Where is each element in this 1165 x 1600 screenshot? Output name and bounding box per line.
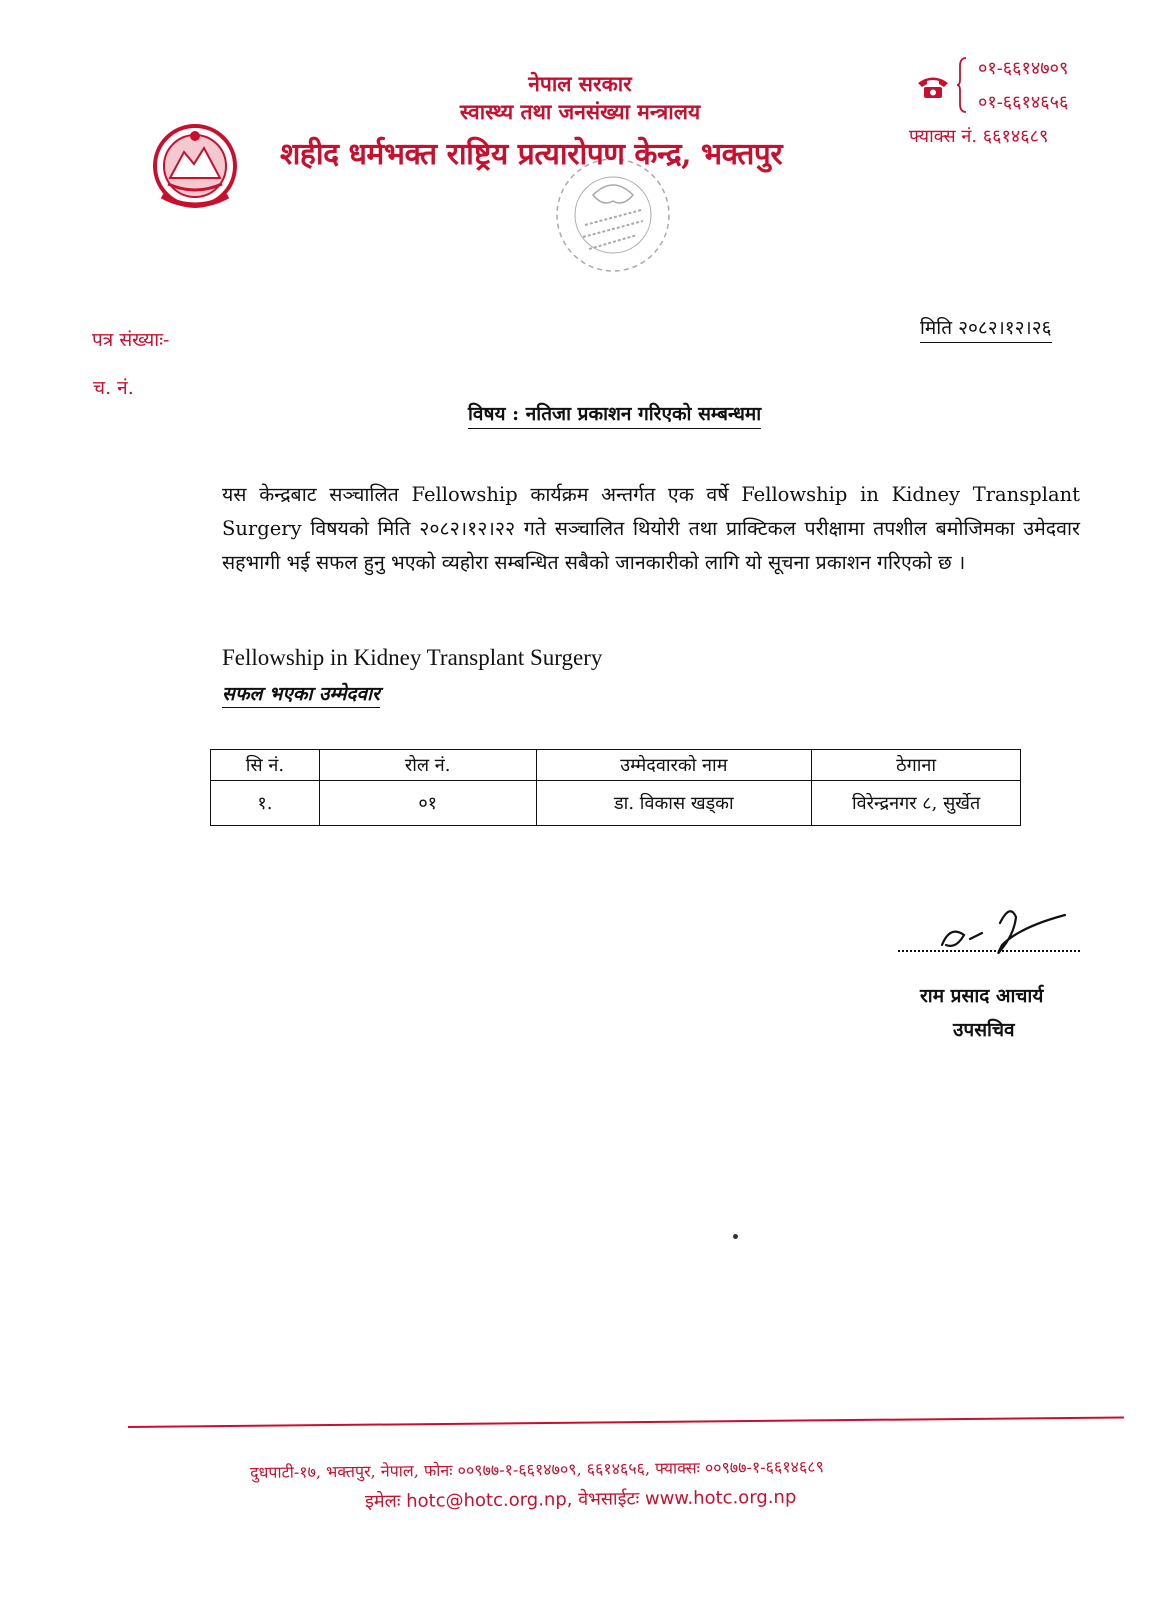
header-serial-number: सि नं. — [211, 750, 320, 781]
phone-number-1: ०१-६६१४७०९ — [978, 58, 1069, 79]
cell-address: विरेन्द्रनगर ८, सुर्खेत — [812, 781, 1021, 826]
handwritten-signature-icon — [930, 905, 1090, 965]
header-candidate-name: उम्मेदवारको नाम — [536, 750, 812, 781]
signer-name: राम प्रसाद आचार्य — [920, 985, 1044, 1007]
successful-candidates-heading: सफल भएका उम्मेदवार — [222, 680, 380, 708]
header-address: ठेगाना — [812, 750, 1021, 781]
fax-number: फ्याक्स नं. ६६१४६८९ — [909, 126, 1049, 147]
phone-brace — [956, 56, 968, 114]
cell-candidate-name: डा. विकास खड्का — [536, 781, 812, 826]
footer-divider — [128, 1416, 1124, 1428]
table-header-row — [211, 750, 1021, 781]
scan-speck — [733, 1234, 738, 1239]
table-row — [211, 781, 1021, 826]
telephone-icon — [916, 74, 950, 100]
office-stamp-icon — [545, 155, 680, 280]
government-name: नेपाल सरकार — [528, 71, 632, 96]
footer-contact: इमेलः hotc@hotc.org.np, वेभसाईटः www.hotc.org.np — [364, 1486, 797, 1513]
cell-serial-number: १. — [211, 781, 320, 826]
letter-date: मिति २०८२।१२।२६ — [920, 314, 1052, 343]
program-title: Fellowship in Kidney Transplant Surgery — [222, 645, 603, 670]
dispatch-number-label: च. नं. — [93, 377, 134, 399]
cell-roll-number: ०१ — [319, 781, 536, 826]
footer-address: दुधपाटी-१७, भक्तपुर, नेपाल, फोनः ००९७७-१-६६१४७०९, ६६१४६५६, फ्याक्सः ००९७७-१-६६१४६८९ — [249, 1456, 824, 1483]
notice-paragraph: यस केन्द्रबाट सञ्चालित Fellowship कार्यक्रम अन्तर्गत एक वर्षे Fellowship in Kidney Transplant Surgery विषयको मिति २०८२।१२।२२ गते सञ्चालित थियोरी तथा प्राक्टिकल परीक्षामा तपशील बमोजिमका उमेदवार सहभागी भई सफल हुनु भएको व्यहोरा सम्बन्धित सबैको जानकारीको लागि यो सूचना प्रकाशन गरिएको छ । — [222, 483, 1080, 574]
nepal-emblem-icon — [148, 122, 242, 214]
organization-name: शहीद धर्मभक्त राष्ट्रिय प्रत्यारोपण केन्द्र, भक्तपुर — [280, 137, 783, 172]
phone-number-2: ०१-६६१४६५६ — [978, 92, 1069, 113]
letter-subject: विषय : नतिजा प्रकाशन गरिएको सम्बन्धमा — [468, 400, 761, 429]
results-table — [210, 749, 1021, 826]
signature-line — [898, 950, 1080, 952]
header-roll-number: रोल नं. — [319, 750, 536, 781]
ministry-name: स्वास्थ्य तथा जनसंख्या मन्त्रालय — [459, 99, 701, 124]
signer-designation: उपसचिव — [953, 1019, 1015, 1041]
letter-number-label: पत्र संख्याः- — [92, 329, 170, 351]
